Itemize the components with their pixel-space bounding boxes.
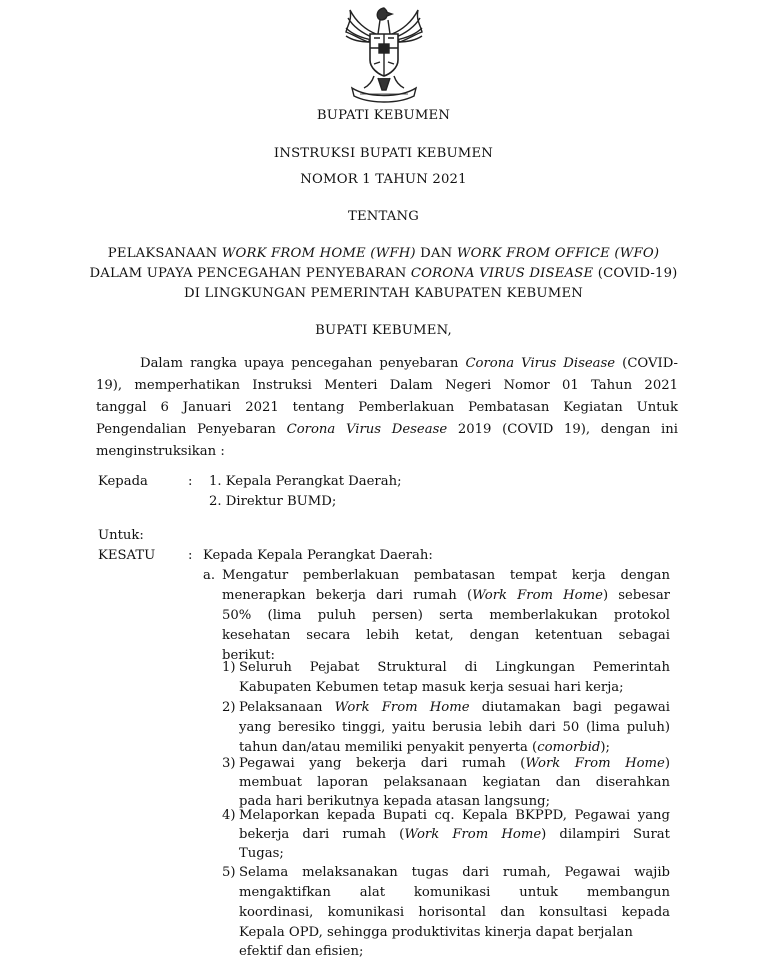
sub-2-marker: 2) xyxy=(222,700,236,715)
sub-5-line-2: mengaktifkan alat komunikasi untuk membangun xyxy=(239,885,670,900)
subject-text: PELAKSANAAN xyxy=(107,246,222,261)
item-a-marker: a. xyxy=(203,568,216,583)
sub-5-line-3: koordinasi, komunikasi horisontal dan konsultasi kepada xyxy=(239,905,670,920)
subject-italic: CORONA VIRUS DISEASE xyxy=(410,266,594,281)
preamble-text: (COVID- xyxy=(615,356,678,371)
subject-italic: WORK FROM HOME (WFH) xyxy=(221,246,416,261)
sub-4-line-1: Melaporkan kepada Bupati cq. Kepala BKPPD, Pegawai yang xyxy=(239,808,670,823)
kepada-item-2: 2. Direktur BUMD; xyxy=(209,494,337,509)
item-text: diutamakan bagi pegawai xyxy=(469,700,670,715)
item-italic: Work From Home xyxy=(404,827,542,842)
sub-5-line-5: efektif dan efisien; xyxy=(239,944,364,959)
sub-2-line-3 xyxy=(239,740,610,755)
issuer-title: BUPATI KEBUMEN xyxy=(316,108,451,123)
preamble-line-3: tanggal 6 Januari 2021 tentang Pemberlakuan Pembatasan Kegiatan Untuk xyxy=(96,400,678,415)
item-text: Pelaksanaan xyxy=(239,700,335,715)
kepada-item-1: 1. Kepala Perangkat Daerah; xyxy=(209,474,402,489)
sub-3-line-2: membuat laporan pelaksanaan kegiatan dan diserahkan xyxy=(239,775,670,790)
kepada-colon: : xyxy=(188,474,193,489)
item-text: ) sebesar xyxy=(602,588,670,603)
subject-line-3: DI LINGKUNGAN PEMERINTAH KABUPATEN KEBUMEN xyxy=(183,286,584,301)
sub-2-line-2: yang beresiko tinggi, yaitu berusia lebih dari 50 (lima puluh) xyxy=(239,720,670,735)
item-text: ) xyxy=(664,756,671,771)
subject-line-2 xyxy=(0,266,767,281)
kesatu-label: KESATU xyxy=(98,548,156,563)
item-a-line-3: 50% (lima puluh persen) serta memberlakukan protokol xyxy=(222,608,670,623)
sub-3-line-3: pada hari berikutnya kepada atasan langsung; xyxy=(239,794,551,809)
preamble-italic: Corona Virus Disease xyxy=(465,356,616,371)
item-italic: Work From Home xyxy=(472,588,603,603)
item-text: ); xyxy=(600,740,610,755)
kepada-label: Kepada xyxy=(98,474,148,489)
sub-4-line-3: Tugas; xyxy=(239,846,284,861)
preamble-text: 2019 (COVID 19), dengan ini xyxy=(447,422,678,437)
item-text: tahun dan/atau memiliki penyakit penyerta ( xyxy=(239,740,538,755)
sub-3-line-1 xyxy=(239,756,670,771)
sub-1-line-1: Seluruh Pejabat Struktural di Lingkungan Pemerintah xyxy=(239,660,670,675)
subject-text: (COVID-19) xyxy=(593,266,678,281)
sub-5-line-1: Selama melaksanakan tugas dari rumah, Pegawai wajib xyxy=(239,865,670,880)
preamble-text: Pengendalian Penyebaran xyxy=(96,422,287,437)
subject-line-1 xyxy=(0,246,767,261)
subject-text: DAN xyxy=(415,246,457,261)
item-a-line-2 xyxy=(222,588,670,603)
sub-5-line-4: Kepala OPD, sehingga produktivitas kinerja dapat berjalan xyxy=(239,925,633,940)
kesatu-colon: : xyxy=(188,548,193,563)
garuda-pancasila-emblem xyxy=(338,4,430,104)
sub-1-line-2: Kabupaten Kebumen tetap masuk kerja sesuai hari kerja; xyxy=(239,680,624,695)
preamble-italic: Corona Virus Desease xyxy=(286,422,448,437)
sub-2-line-1 xyxy=(239,700,670,715)
preamble-line-5: menginstruksikan : xyxy=(96,444,225,459)
item-text: Pegawai yang bekerja dari rumah ( xyxy=(239,756,526,771)
item-text: bekerja dari rumah ( xyxy=(239,827,405,842)
item-italic: comorbid xyxy=(537,740,601,755)
document-type: INSTRUKSI BUPATI KEBUMEN xyxy=(273,146,494,161)
sub-5-marker: 5) xyxy=(222,865,236,880)
item-a-line-1: Mengatur pemberlakuan pembatasan tempat kerja dengan xyxy=(222,568,670,583)
item-italic: Work From Home xyxy=(334,700,470,715)
item-a-line-4: kesehatan secara lebih ketat, dengan ketentuan sebagai xyxy=(222,628,670,643)
untuk-label: Untuk: xyxy=(98,528,144,543)
preamble-line-1 xyxy=(140,356,678,371)
subject-italic: WORK FROM OFFICE (WFO) xyxy=(456,246,660,261)
about-heading: TENTANG xyxy=(347,209,420,224)
item-text: ) dilampiri Surat xyxy=(541,827,670,842)
sub-3-marker: 3) xyxy=(222,756,236,771)
item-text: menerapkan bekerja dari rumah ( xyxy=(222,588,473,603)
item-italic: Work From Home xyxy=(525,756,665,771)
sub-4-marker: 4) xyxy=(222,808,236,823)
sub-1-marker: 1) xyxy=(222,660,236,675)
preamble-line-2: 19), memperhatikan Instruksi Menteri Dalam Negeri Nomor 01 Tahun 2021 xyxy=(96,378,678,393)
kesatu-intro: Kepada Kepala Perangkat Daerah: xyxy=(203,548,433,563)
preamble-line-4 xyxy=(96,422,678,437)
sub-4-line-2 xyxy=(239,827,670,842)
preamble-text: Dalam rangka upaya pencegahan penyebaran xyxy=(140,356,466,371)
item-a-line-5: berikut: xyxy=(222,648,275,663)
addresser: BUPATI KEBUMEN, xyxy=(315,323,452,338)
document-number: NOMOR 1 TAHUN 2021 xyxy=(300,172,467,187)
subject-text: DALAM UPAYA PENCEGAHAN PENYEBARAN xyxy=(89,266,411,281)
